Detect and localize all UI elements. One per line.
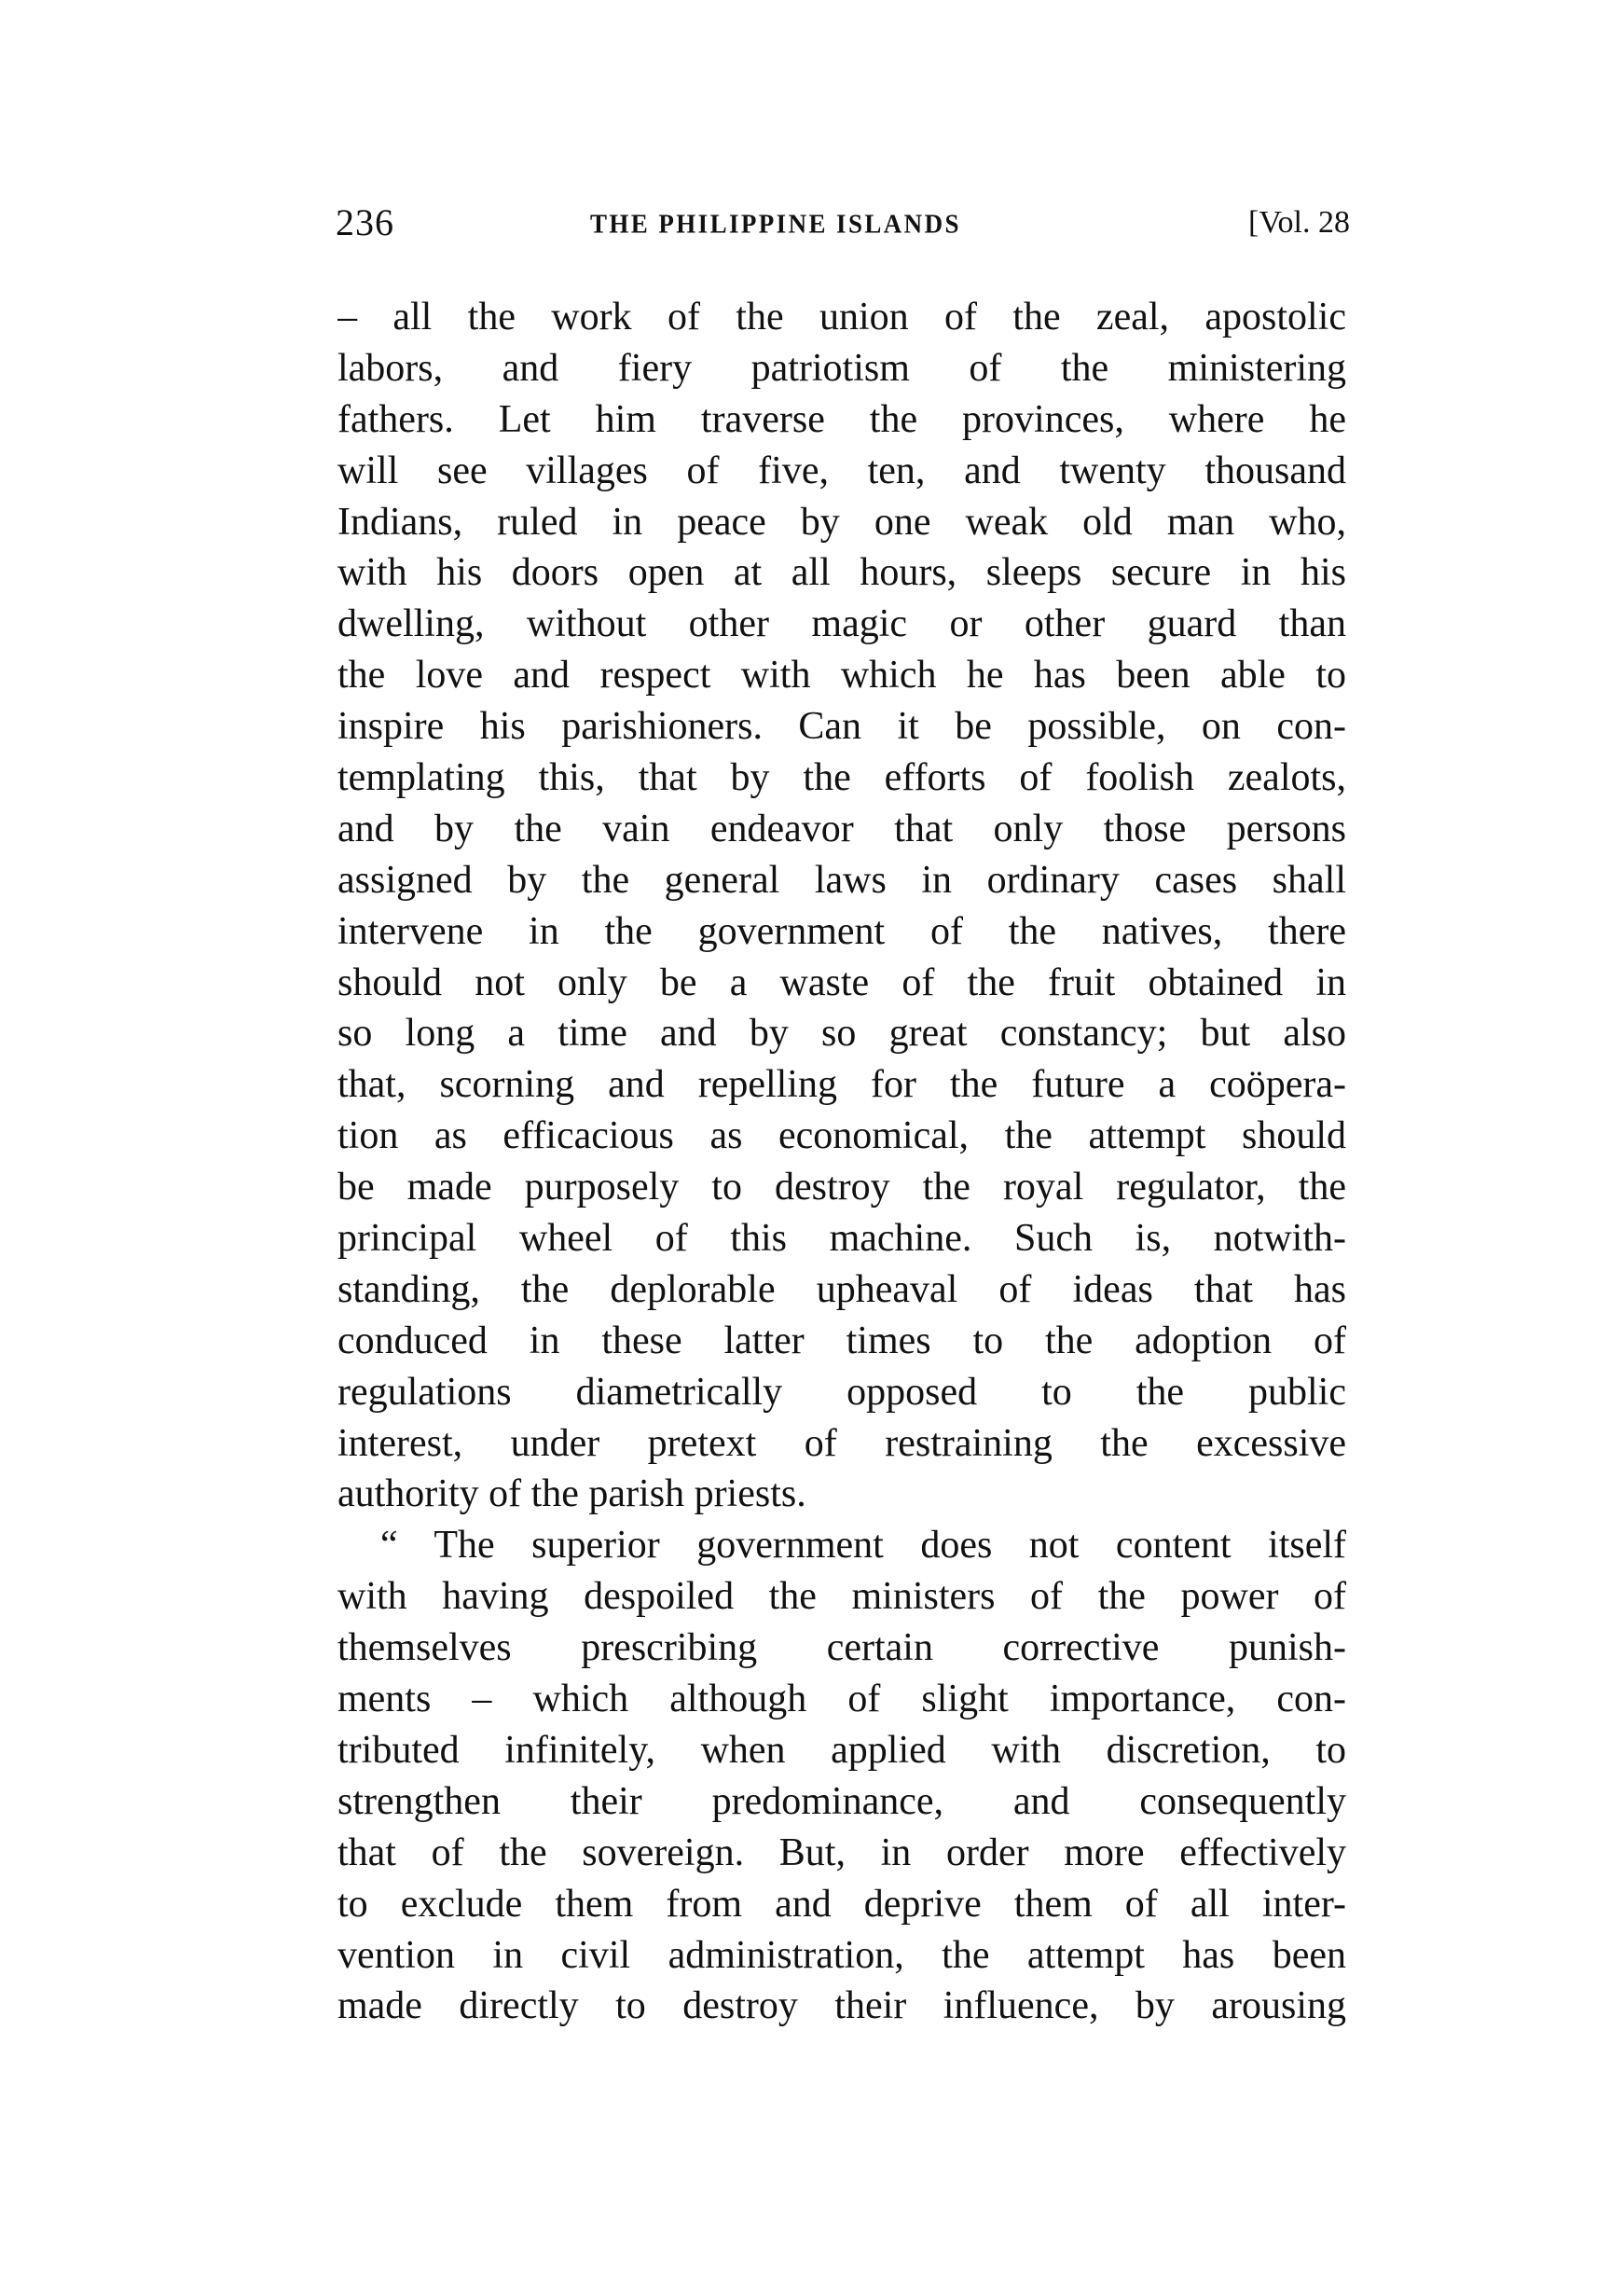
text-line: “ The superior government does not content itself	[380, 1524, 1346, 1568]
text-line: should not only be a waste of the fruit obtained in	[337, 960, 1346, 1004]
text-line: made directly to destroy their influence, by arousing	[337, 1984, 1346, 2028]
text-line: vention in civil administration, the attempt has been	[337, 1933, 1346, 1977]
text-line: inspire his parishioners. Can it be possible, on con-	[337, 705, 1346, 749]
text-line: ments – which although of slight importance, con-	[337, 1678, 1346, 1721]
running-head	[336, 200, 1350, 246]
text-line: conduced in these latter times to the adoption of	[337, 1319, 1346, 1362]
text-line: fathers. Let him traverse the provinces, where he	[337, 397, 1346, 441]
text-line: – all the work of the union of the zeal, apostolic	[337, 296, 1346, 338]
text-line: with having despoiled the ministers of the power of	[337, 1575, 1346, 1619]
text-line: interest, under pretext of restraining the excessive	[337, 1421, 1346, 1465]
text-line: to exclude them from and deprive them of all inter-	[337, 1882, 1346, 1926]
text-line: intervene in the government of the natives, there	[337, 909, 1346, 953]
text-line: the love and respect with which he has been able to	[337, 654, 1346, 698]
text-line: that of the sovereign. But, in order more effectively	[337, 1830, 1346, 1874]
text-line: Indians, ruled in peace by one weak old man who,	[337, 500, 1346, 544]
text-line: with his doors open at all hours, sleeps secure in his	[337, 551, 1346, 595]
text-line: strengthen their predominance, and consequently	[337, 1779, 1346, 1823]
text-line: regulations diametrically opposed to the public	[337, 1370, 1346, 1414]
text-line: principal wheel of this machine. Such is, notwith-	[337, 1217, 1346, 1261]
running-title: THE PHILIPPINE ISLANDS	[590, 209, 961, 239]
text-line: so long a time and by so great constancy; but also	[337, 1012, 1346, 1056]
text-line: assigned by the general laws in ordinary cases shall	[337, 858, 1346, 902]
text-line: standing, the deplorable upheaval of ideas that has	[337, 1267, 1346, 1311]
text-line: be made purposely to destroy the royal regulator, the	[337, 1166, 1346, 1209]
body-text	[337, 292, 1346, 2032]
text-line: and by the vain endeavor that only those persons	[337, 807, 1346, 850]
volume-label: [Vol. 28	[1248, 205, 1350, 240]
text-line: authority of the parish priests.	[337, 1472, 806, 1516]
text-line: templating this, that by the efforts of foolish zealots,	[337, 756, 1346, 800]
text-line: that, scorning and repelling for the future a coöpera-	[337, 1063, 1346, 1107]
paragraph	[337, 1520, 1346, 2032]
paragraph	[337, 292, 1346, 1520]
text-line: will see villages of five, ten, and twenty thousand	[337, 449, 1346, 492]
text-line: themselves prescribing certain corrective punish-	[337, 1626, 1346, 1670]
text-line: tributed infinitely, when applied with discretion, to	[337, 1728, 1346, 1772]
text-line: dwelling, without other magic or other guard than	[337, 602, 1346, 646]
text-line: tion as efficacious as economical, the attempt should	[337, 1114, 1346, 1158]
text-line: labors, and fiery patriotism of the ministering	[337, 346, 1346, 390]
page-number: 236	[336, 201, 394, 243]
